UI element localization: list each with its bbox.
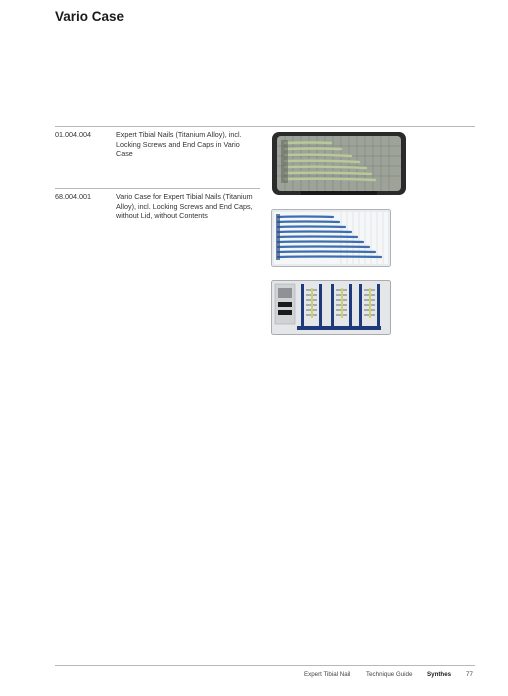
page-title: Vario Case (55, 9, 125, 24)
footer-guide-type: Technique Guide (366, 671, 413, 678)
footer-rule (55, 665, 475, 666)
page-number: 77 (466, 671, 473, 678)
item-description-2: Vario Case for Expert Tibial Nails (Titanium Alloy), incl. Locking Screws and End Caps, without Lid, without Contents (116, 192, 253, 221)
footer-brand: Synthes (427, 671, 452, 678)
item-description-1: Expert Tibial Nails (Titanium Alloy), incl. Locking Screws and End Caps in Vario Case (116, 130, 242, 159)
nail-tray-photo (271, 209, 391, 267)
screw-tray-photo (271, 280, 391, 335)
case-with-lid-photo (271, 131, 407, 196)
footer-guide-title: Expert Tibial Nail (304, 671, 351, 678)
item-code-1: 01.004.004 (55, 130, 91, 139)
item-divider (55, 188, 260, 189)
item-code-2: 68.004.001 (55, 192, 91, 201)
top-rule (55, 126, 475, 127)
